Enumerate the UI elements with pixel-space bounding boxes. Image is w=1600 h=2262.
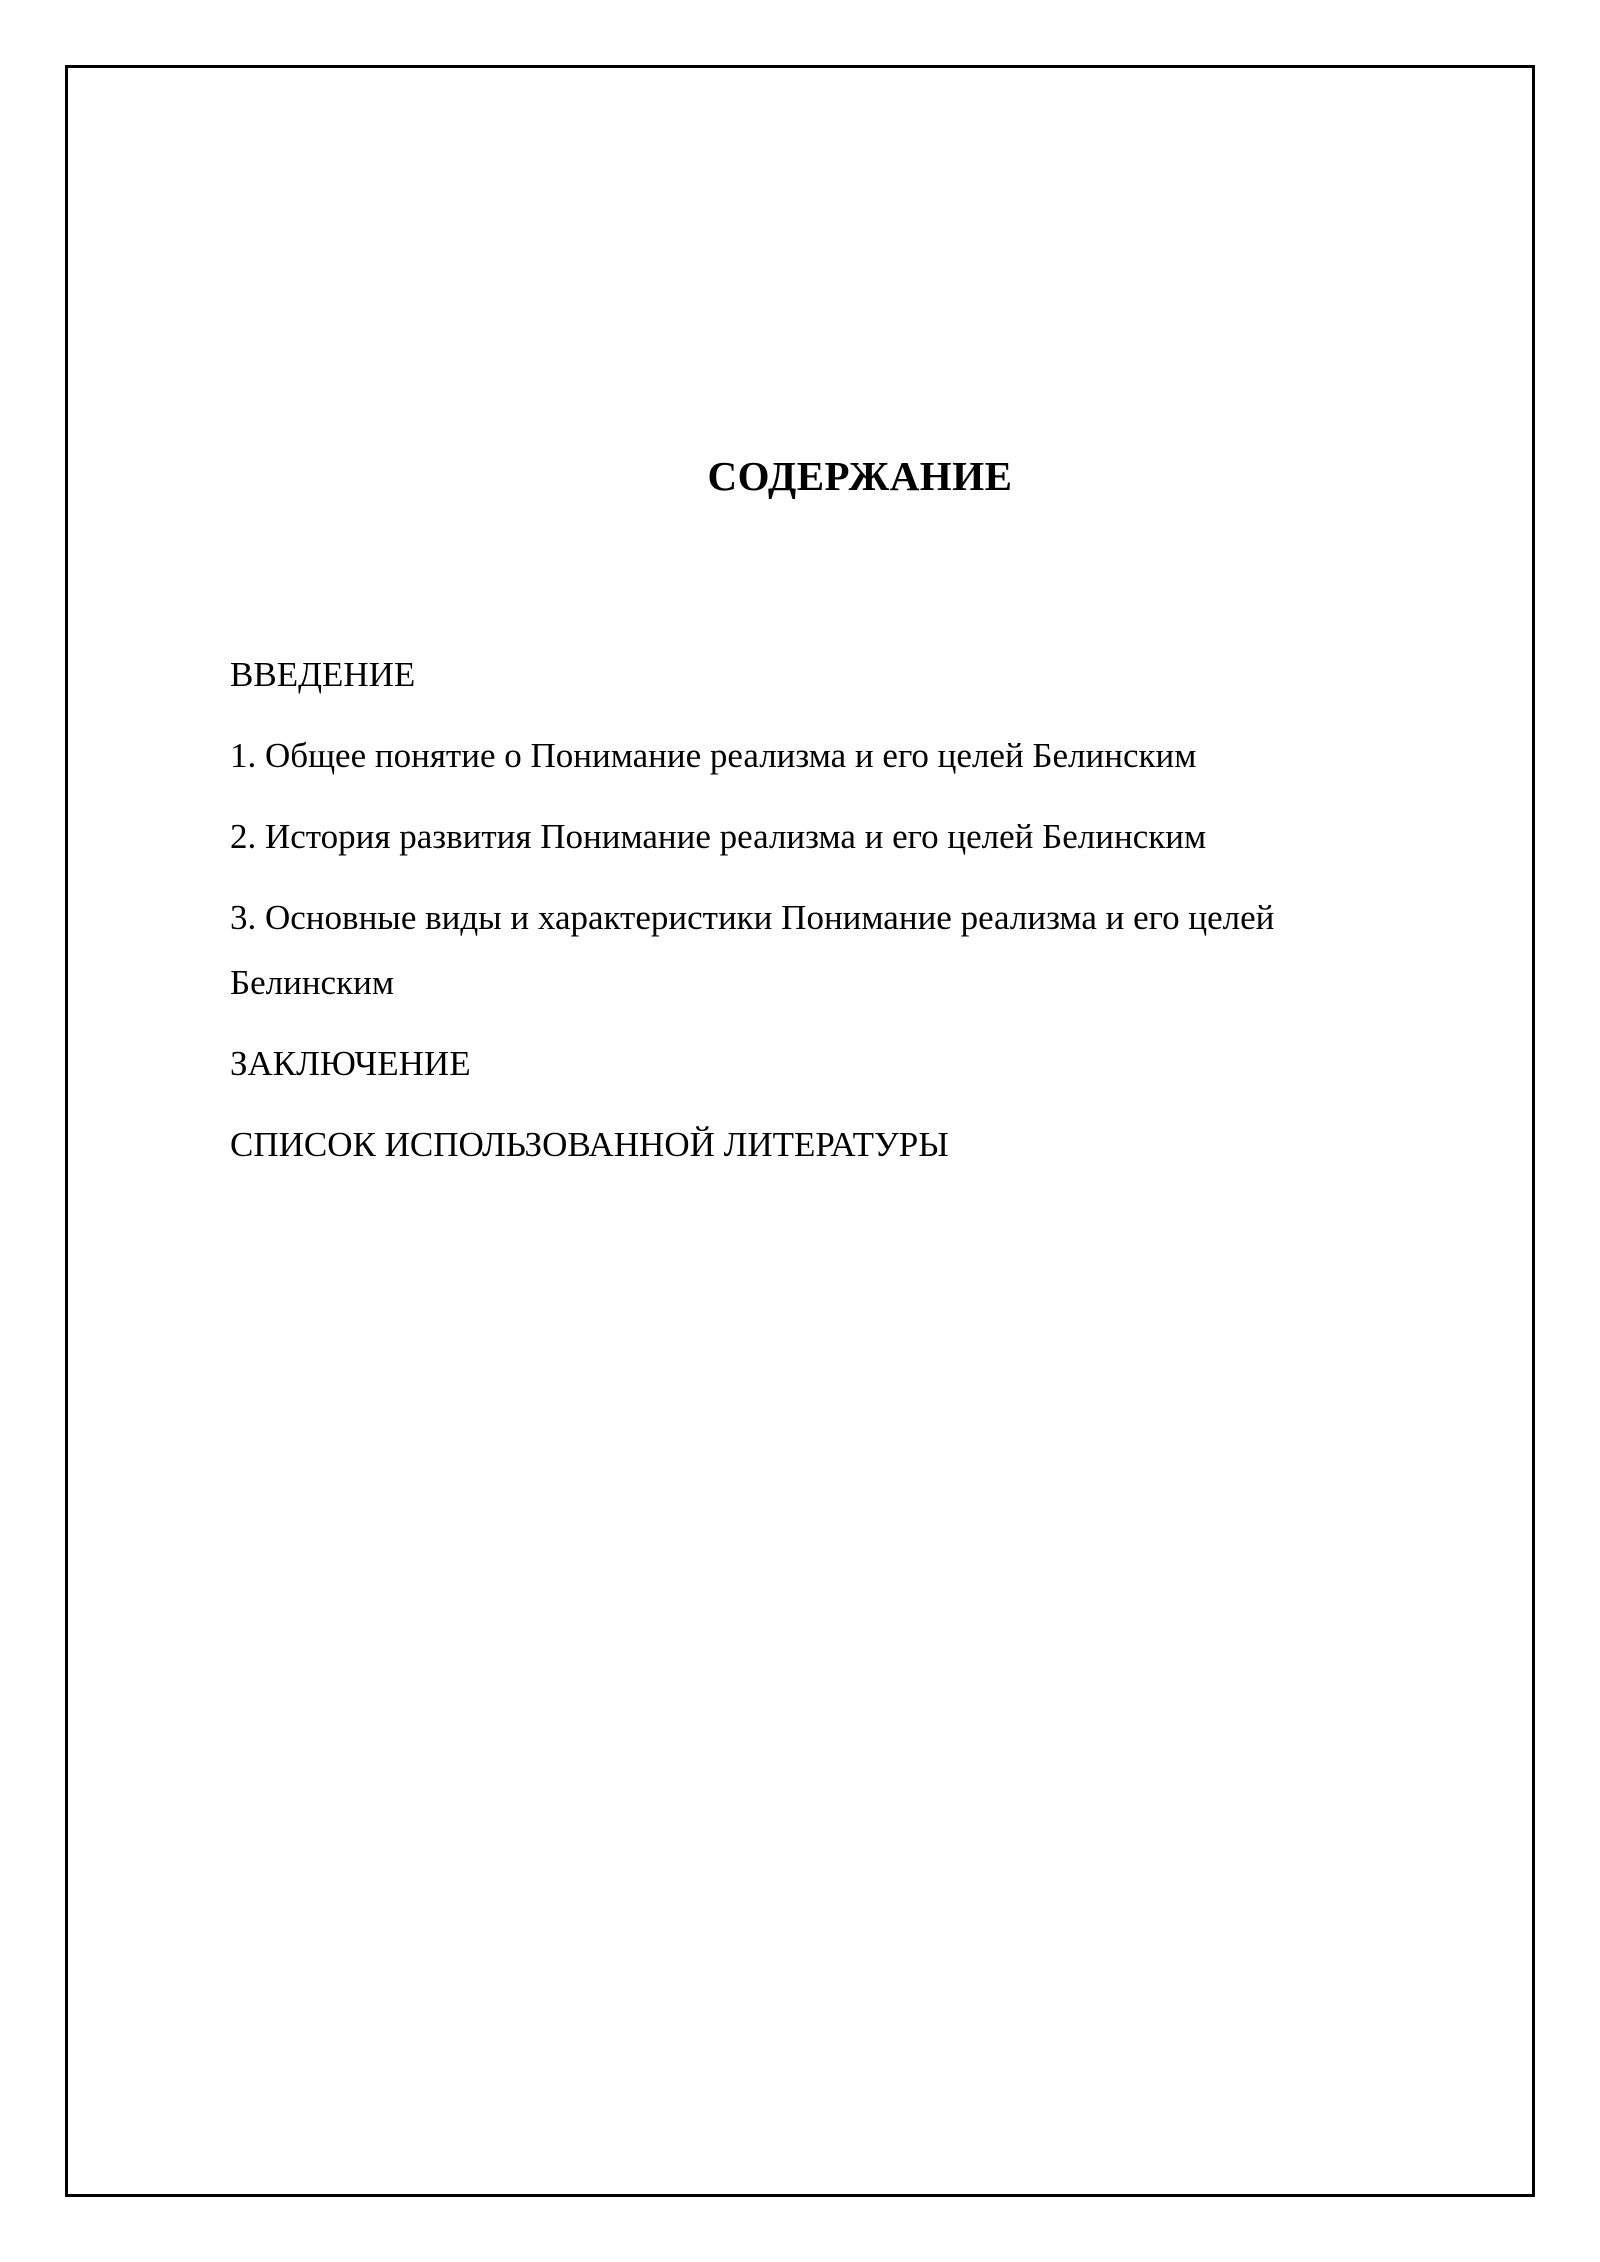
toc-item-conclusion: ЗАКЛЮЧЕНИЕ — [230, 1044, 471, 1083]
toc-item-introduction: ВВЕДЕНИЕ — [230, 655, 416, 694]
toc-item-section-3: 3. Основные виды и характеристики Понимание реализма и его целей Белинским — [230, 898, 1275, 1002]
toc-item-references: СПИСОК ИСПОЛЬЗОВАННОЙ ЛИТЕРАТУРЫ — [230, 1125, 949, 1164]
table-of-contents — [230, 642, 1410, 1193]
toc-item-section-1: 1. Общее понятие о Понимание реализма и его целей Белинским — [230, 736, 1197, 775]
page-title: СОДЕРЖАНИЕ — [707, 453, 1013, 499]
toc-item-section-2: 2. История развития Понимание реализма и его целей Белинским — [230, 817, 1207, 856]
